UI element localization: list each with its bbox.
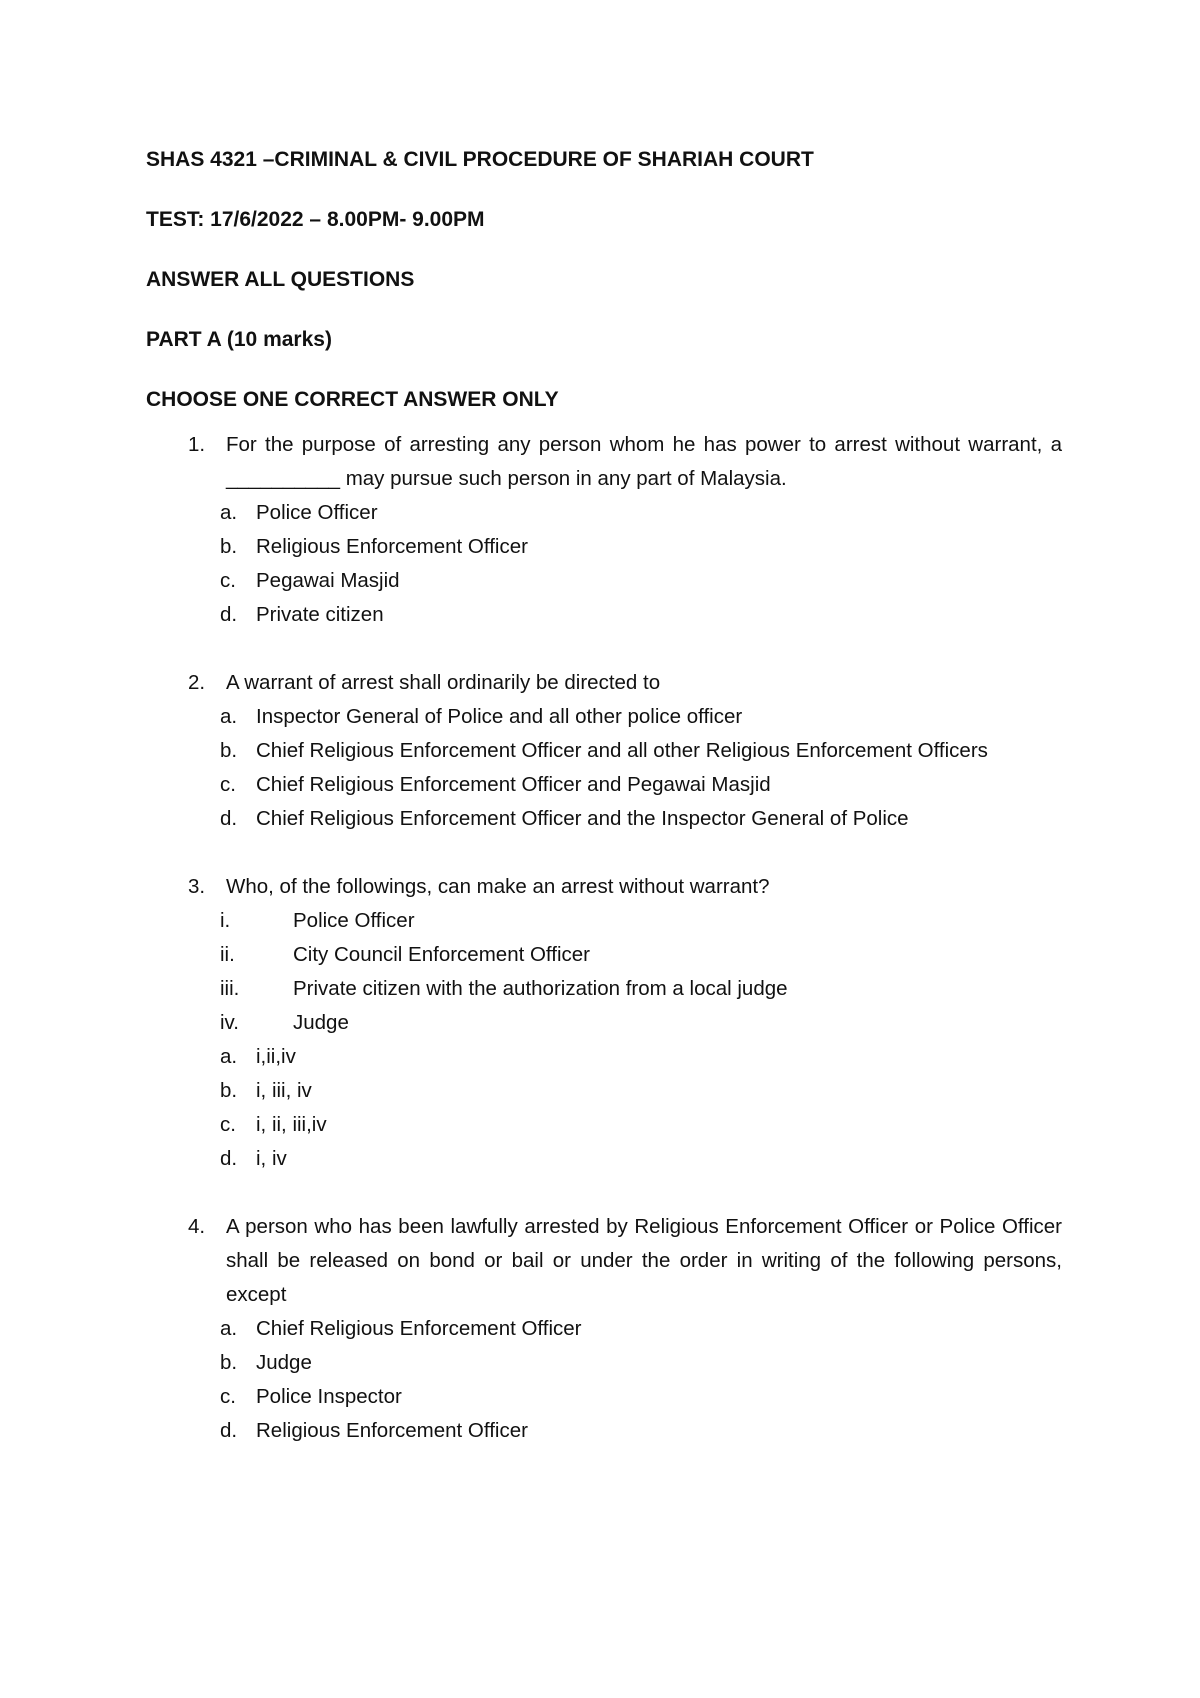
- option-label: b.: [220, 1079, 238, 1102]
- question-4: [146, 1210, 1062, 1448]
- statement: [146, 972, 1062, 1006]
- option-label: b.: [220, 535, 238, 558]
- option-label: a.: [220, 501, 238, 524]
- option: [146, 564, 1062, 598]
- option: [146, 1108, 1062, 1142]
- question-3: [146, 870, 1062, 1176]
- option-text: i, iv: [256, 1147, 287, 1170]
- option-label: c.: [220, 569, 236, 592]
- option-text: Police Inspector: [256, 1385, 402, 1408]
- option-text: Chief Religious Enforcement Officer and all other Religious Enforcement Officers: [256, 739, 988, 762]
- option-text: Chief Religious Enforcement Officer and Pegawai Masjid: [256, 773, 771, 796]
- option-text: Religious Enforcement Officer: [256, 1419, 528, 1442]
- option-text: Private citizen: [256, 603, 384, 626]
- statement: [146, 1006, 1062, 1040]
- course-title: SHAS 4321 –CRIMINAL & CIVIL PROCEDURE OF SHARIAH COURT: [146, 148, 814, 171]
- option-label: b.: [220, 1351, 238, 1374]
- option: [146, 802, 1062, 836]
- option-text: Chief Religious Enforcement Officer: [256, 1317, 582, 1340]
- statement-text: Police Officer: [293, 909, 415, 932]
- question-number: 2.: [188, 671, 206, 694]
- option-label: a.: [220, 705, 238, 728]
- option-text: Judge: [256, 1351, 312, 1374]
- question-text: A warrant of arrest shall ordinarily be directed to: [226, 671, 661, 694]
- question-number: 4.: [188, 1215, 206, 1238]
- document-content: [146, 146, 1062, 1448]
- option: [146, 1414, 1062, 1448]
- option: [146, 734, 1062, 768]
- option: [146, 598, 1062, 632]
- option-text: Inspector General of Police and all other police officer: [256, 705, 743, 728]
- part-heading: PART A (10 marks): [146, 328, 332, 351]
- option-text: Religious Enforcement Officer: [256, 535, 528, 558]
- statement-label: iv.: [220, 1011, 239, 1034]
- question-text: For the purpose of arresting any person whom he has power to arrest without warrant, a __________ may pursue such person in any part of Malaysia.: [226, 433, 1062, 490]
- option-label: c.: [220, 1385, 236, 1408]
- choose-instruction: CHOOSE ONE CORRECT ANSWER ONLY: [146, 388, 559, 411]
- option-label: d.: [220, 603, 238, 626]
- option-text: i, iii, iv: [256, 1079, 312, 1102]
- option: [146, 1312, 1062, 1346]
- option-label: a.: [220, 1045, 238, 1068]
- option-text: Chief Religious Enforcement Officer and the Inspector General of Police: [256, 807, 909, 830]
- question-number: 3.: [188, 875, 206, 898]
- statement-label: i.: [220, 909, 231, 932]
- option-label: d.: [220, 1147, 238, 1170]
- option-label: b.: [220, 739, 238, 762]
- option-label: c.: [220, 1113, 236, 1136]
- statement-label: ii.: [220, 943, 235, 966]
- question-1: [146, 428, 1062, 632]
- option-label: c.: [220, 773, 236, 796]
- statement: [146, 904, 1062, 938]
- statement-text: Private citizen with the authorization from a local judge: [293, 977, 788, 1000]
- statement: [146, 938, 1062, 972]
- option: [146, 1142, 1062, 1176]
- test-info: TEST: 17/6/2022 – 8.00PM- 9.00PM: [146, 208, 485, 231]
- option: [146, 1074, 1062, 1108]
- option: [146, 700, 1062, 734]
- option-label: a.: [220, 1317, 238, 1340]
- option-label: d.: [220, 1419, 238, 1442]
- option: [146, 1040, 1062, 1074]
- option-text: i,ii,iv: [256, 1045, 296, 1068]
- question-text: A person who has been lawfully arrested by Religious Enforcement Officer or Police Officer shall be released on bond or bail or under the order in writing of the following persons, except: [226, 1215, 1062, 1306]
- question-number: 1.: [188, 433, 206, 456]
- question-2: [146, 666, 1062, 836]
- option-text: Pegawai Masjid: [256, 569, 400, 592]
- option: [146, 1380, 1062, 1414]
- option: [146, 496, 1062, 530]
- instruction: ANSWER ALL QUESTIONS: [146, 268, 415, 291]
- option-text: Police Officer: [256, 501, 378, 524]
- option: [146, 768, 1062, 802]
- option: [146, 530, 1062, 564]
- option-text: i, ii, iii,iv: [256, 1113, 327, 1136]
- statement-text: Judge: [293, 1011, 349, 1034]
- option-label: d.: [220, 807, 238, 830]
- statement-text: City Council Enforcement Officer: [293, 943, 590, 966]
- statement-label: iii.: [220, 977, 240, 1000]
- option: [146, 1346, 1062, 1380]
- question-text: Who, of the followings, can make an arrest without warrant?: [226, 875, 770, 898]
